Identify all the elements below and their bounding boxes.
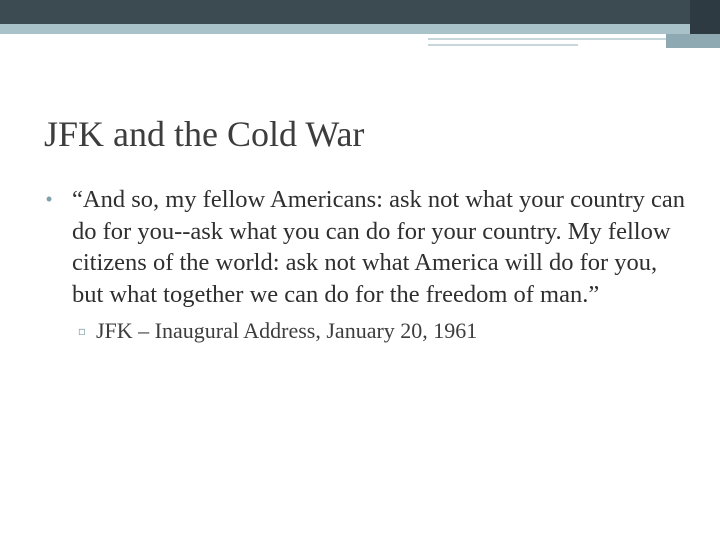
- header-rule-line: [428, 38, 666, 40]
- sub-bullet-text: JFK – Inaugural Address, January 20, 1961: [96, 318, 478, 343]
- header-band: [0, 0, 720, 24]
- bullet-dot-icon: •: [45, 189, 53, 209]
- slide-body: [26, 184, 686, 346]
- header-teal-strip: [0, 24, 720, 34]
- sub-bullet-item: [26, 316, 686, 346]
- square-bullet-icon: ▫: [77, 324, 87, 338]
- header-accent-strip: [666, 34, 720, 48]
- slide-title: JFK and the Cold War: [44, 114, 365, 154]
- header-rule-line-short: [428, 44, 578, 46]
- bullet-text: “And so, my fellow Americans: ask not what your country can do for you--ask what you can do for your country. My fellow citizens of the world: ask not what America will do for you, but what together we can do for the freedom of man.”: [72, 186, 686, 308]
- bullet-item: [26, 184, 686, 310]
